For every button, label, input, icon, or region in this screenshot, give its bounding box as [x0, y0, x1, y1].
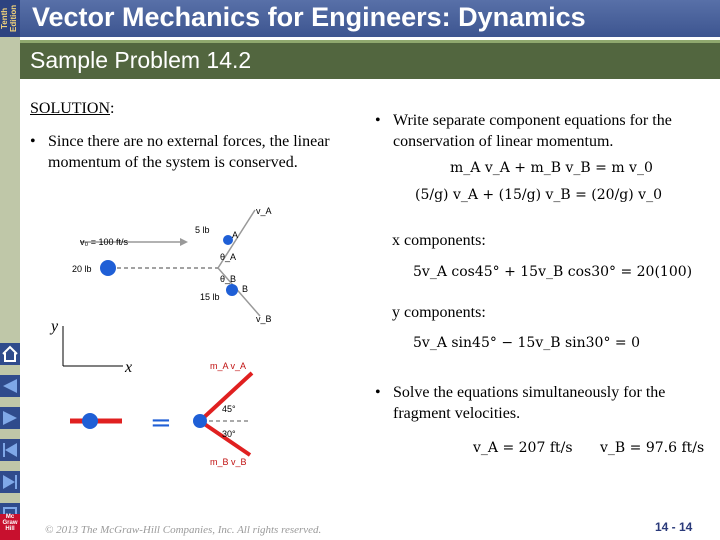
section-title: Sample Problem 14.2	[30, 47, 252, 73]
home-icon	[0, 343, 20, 365]
x-components-label: x components:	[392, 232, 486, 249]
angle-45-label: 45°	[222, 404, 236, 414]
angle-30-label: 30°	[222, 429, 236, 439]
x-axis-label: x	[125, 359, 133, 376]
first-slide-button[interactable]	[0, 375, 20, 397]
y-axis-label: y	[51, 318, 59, 335]
subheader-bar	[20, 40, 720, 79]
edition-label: Tenth Edition	[0, 0, 20, 37]
copyright-text: © 2013 The McGraw-Hill Companies, Inc. All rights reserved.	[45, 524, 322, 536]
prev-slide-button[interactable]	[0, 439, 20, 461]
result-vB: v_B = 97.6 ft/s	[600, 440, 705, 456]
equation-momentum: m_A v_A + m_B v_B = m v_0	[450, 160, 653, 176]
thetaA-label: θ_A	[220, 252, 237, 262]
w15-label: 15 lb	[200, 292, 220, 302]
page-title: Vector Mechanics for Engineers: Dynamics	[32, 2, 586, 32]
solution-heading	[30, 98, 114, 119]
vB-label: v_B	[256, 314, 272, 324]
ball-split	[193, 414, 207, 428]
solution-colon: :	[110, 100, 115, 117]
header-bar	[0, 0, 720, 37]
fragment-diagram	[60, 200, 290, 325]
equation-y: 5v_A sin45° − 15v_B sin30° = 0	[413, 335, 640, 351]
thetaB-label: θ_B	[220, 274, 237, 284]
y-components-label: y components:	[392, 304, 486, 321]
ball-B	[226, 284, 238, 296]
bullet-2	[375, 110, 705, 152]
equation-x: 5v_A cos45° + 15v_B cos30° = 20(100)	[413, 264, 693, 280]
skip-forward-icon	[0, 471, 20, 493]
mcgraw-hill-logo: Mc Graw Hill	[0, 514, 20, 540]
forward-icon	[0, 407, 20, 429]
bullet-dot: •	[375, 112, 381, 129]
ball-20lb	[100, 260, 116, 276]
last-slide-button[interactable]	[0, 471, 20, 493]
A-label: A	[232, 230, 239, 240]
v0-arrowhead	[180, 238, 188, 246]
w5-label: 5 lb	[195, 225, 210, 235]
bullet-dot: •	[375, 384, 381, 401]
bullet-dot: •	[30, 133, 36, 150]
momentum-diagram	[60, 355, 290, 470]
solution-label: SOLUTION	[30, 100, 110, 117]
bullet-2-text: Write separate component equations for the conservation of linear momentum.	[393, 112, 672, 150]
result-vA: v_A = 207 ft/s	[473, 440, 573, 456]
bullet-1-text: Since there are no external forces, the linear momentum of the system is conserved.	[48, 133, 330, 171]
page-number: 14 - 14	[655, 520, 693, 534]
next-slide-button[interactable]	[0, 407, 20, 429]
home-button[interactable]	[0, 343, 20, 365]
ball-total	[82, 413, 98, 429]
vA-label: v_A	[256, 206, 272, 216]
bullet-3-text: Solve the equations simultaneously for the fragment velocities.	[393, 384, 666, 422]
nav-sidebar	[0, 37, 20, 540]
bullet-3	[375, 382, 705, 424]
w20-label: 20 lb	[72, 264, 92, 274]
mAvA-label: m_A v_A	[210, 361, 247, 371]
mBvB-label: m_B v_B	[210, 457, 247, 467]
equation-momentum-weights: (5/g) v_A + (15/g) v_B = (20/g) v_0	[415, 187, 662, 203]
back-icon	[0, 375, 20, 397]
v0-label: v₀ = 100 ft/s	[80, 237, 129, 247]
B-label: B	[242, 284, 249, 294]
bullet-1	[30, 131, 330, 173]
mv0-label: mv₀	[98, 404, 114, 414]
equals-sign: =	[150, 408, 172, 438]
skip-back-icon	[0, 439, 20, 461]
